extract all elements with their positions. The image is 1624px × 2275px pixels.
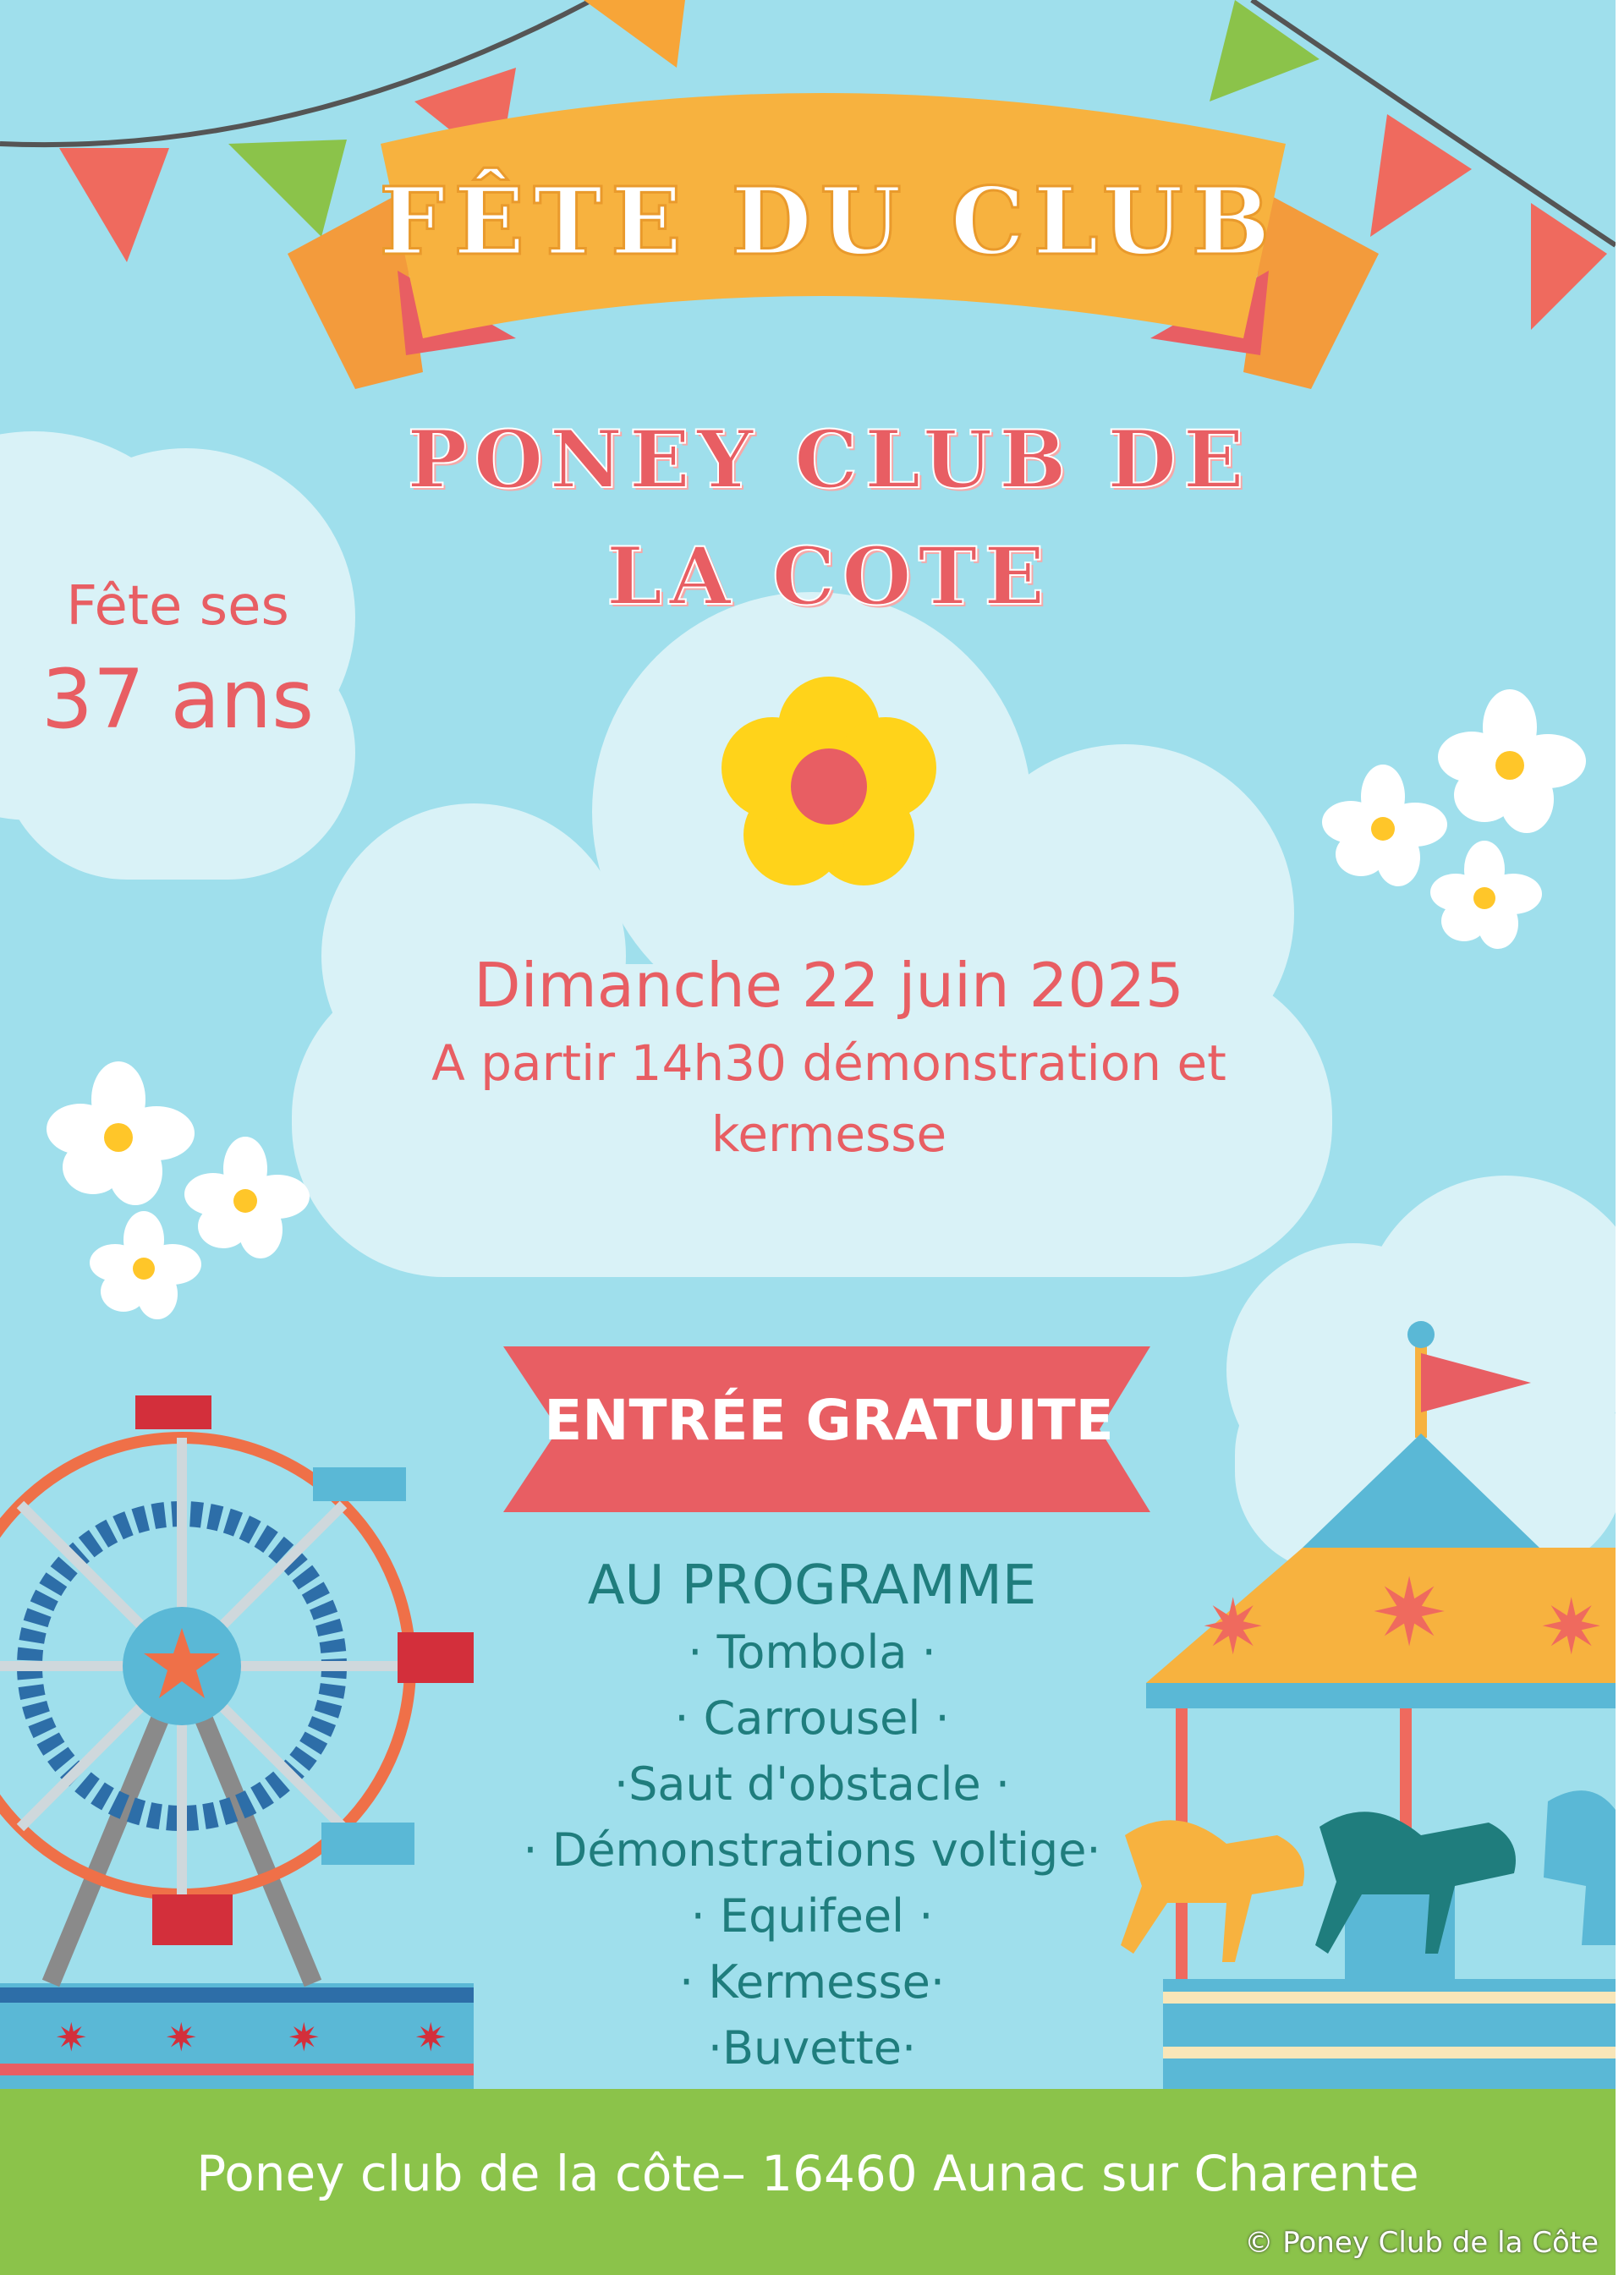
program-item: · Démonstrations voltige· (523, 1823, 1101, 1877)
svg-text:✷: ✷ (55, 2015, 88, 2060)
program-item: · Equifeel · (690, 1889, 934, 1943)
svg-text:✷: ✷ (288, 2015, 321, 2060)
footer-address: Poney club de la côte– 16460 Aunac sur Charente (196, 2145, 1419, 2202)
program-title: AU PROGRAMME (587, 1554, 1037, 1617)
banner-title: FÊTE DU CLUB (379, 167, 1279, 276)
program-item: · Tombola · (688, 1625, 936, 1679)
event-time-line1: A partir 14h30 démonstration et (431, 1034, 1226, 1092)
club-name-line1: PONEY CLUB DE (407, 414, 1251, 507)
daisy-icon (184, 1137, 310, 1258)
program-list (474, 1620, 1150, 2081)
program-item: · Kermesse· (678, 1955, 945, 2009)
program-item: ·Saut d'obstacle · (613, 1757, 1011, 1811)
svg-text:✷: ✷ (1539, 1583, 1604, 1672)
ferris-wheel-icon (0, 1395, 474, 2089)
anniversary (25, 568, 330, 754)
anniversary-line1: Fête ses (66, 575, 289, 638)
svg-text:✷: ✷ (165, 2015, 198, 2060)
free-entry-label: ENTRÉE GRATUITE (544, 1388, 1114, 1453)
daisy-icon (1438, 689, 1586, 833)
svg-text:✷: ✷ (1370, 1559, 1449, 1667)
club-name-line2: LA COTE (606, 530, 1052, 623)
program-item: · Carrousel · (674, 1691, 950, 1745)
event-time-line2: kermesse (710, 1105, 947, 1163)
program-item: ·Buvette· (707, 2021, 917, 2075)
event-time (355, 1028, 1303, 1170)
copyright: © Poney Club de la Côte (1244, 2226, 1599, 2260)
daisy-icon (1322, 765, 1447, 886)
club-name (338, 402, 1320, 635)
svg-text:✷: ✷ (414, 2015, 447, 2060)
svg-text:✷: ✷ (1201, 1583, 1265, 1672)
event-date: Dimanche 22 juin 2025 (474, 950, 1184, 1021)
anniversary-years: 37 ans (41, 652, 315, 747)
daisy-icon (47, 1061, 195, 1205)
daisy-icon (90, 1211, 201, 1319)
daisy-icon (1430, 841, 1542, 949)
ribbon-banner-icon (288, 93, 1379, 389)
